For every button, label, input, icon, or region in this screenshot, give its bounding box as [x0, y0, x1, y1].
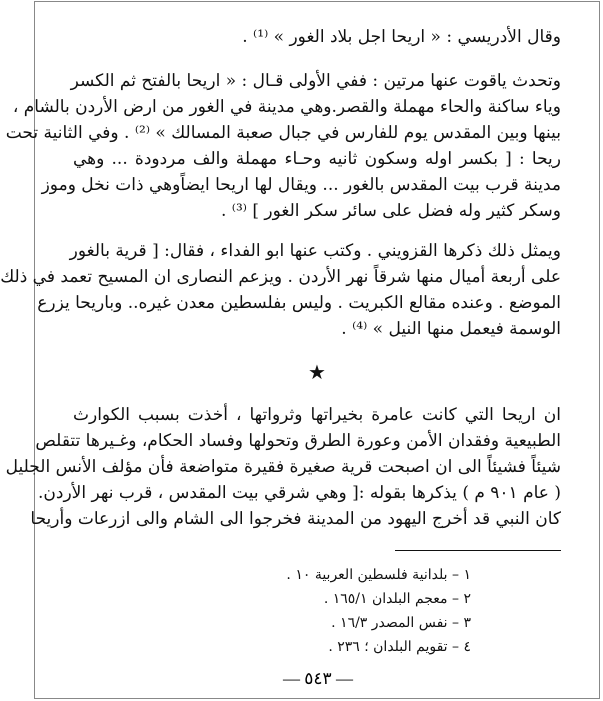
paragraph-yaqut — [5, 68, 561, 224]
text-line: وياء ساكنة والحاء مهملة والقصر.وهي مدينة في الغور من ارض الأردن بالشام ، — [12, 97, 561, 117]
footnote-item: ٢ – معجم البلدان ١٦٥/١ . — [323, 591, 471, 607]
text-line: ( عام ٩٠١ م ) يذكرها بقوله :[ وهي شرقي بيت المقدس ، قرب نهر الأردن. — [37, 483, 561, 503]
text-line: ان اريحا التي كانت عامرة بخيراتها وثرواتها ، أخذت بسبب الكوارث — [73, 405, 561, 425]
footnote-item: ٣ – نفس المصدر ١٦/٣ . — [331, 615, 471, 631]
text-line: وتحدث ياقوت عنها مرتين : ففي الأولى قـال : « اريحا بالفتح ثم الكسر — [70, 71, 561, 91]
text-line: الطبيعية وفقدان الأمن وعورة الطرق وتحولها وفساد الحكام، وغـيرها تتقلص — [35, 431, 561, 451]
text-line: الموضع . وعنده مقالع الكبريت . وليس بفلسطين معدن غيره.. وباريحا يزرع — [37, 293, 561, 313]
paragraph-idrisi — [73, 24, 561, 50]
text-line: وسكر كثير وله فضل على سائر سكر الغور ] ⁽³⁾ . — [220, 201, 561, 221]
text-line: الوسمة فيعمل منها النيل » ⁽⁴⁾ . — [341, 319, 561, 339]
paragraph-qazwini — [0, 238, 561, 342]
page-number: — ٥٤٣ — — [283, 669, 353, 688]
paragraph-decline — [5, 402, 561, 532]
text-line: بينها وبين المقدس يوم للفارس في جبال صعبة المسالك » ⁽²⁾ . وفي الثانية تحت — [5, 123, 561, 143]
text-line: كان النبي قد أخرج اليهود من المدينة فخرجوا الى الشام والى ازرعات وأريحا — [30, 509, 561, 529]
footnote-item: ٤ – تقويم البلدان ؛ ٢٣٦ . — [328, 639, 471, 655]
footnote-item: ١ – بلدانية فلسطين العربية ١٠ . — [286, 567, 471, 583]
section-star-divider: ★ — [308, 360, 326, 384]
document-page — [0, 24, 561, 659]
text-line: شيئاً فشيئاً الى ان اصبحت قرية صغيرة فقيرة متواضعة فأن مؤلف الأنس الجليل — [5, 457, 561, 477]
text-line: ويمثل ذلك ذكرها القزويني . وكتب عنها ابو الفداء ، فقال: [ قرية بالغور — [69, 241, 561, 261]
text-line: على أربعة أميال منها شرقاً نهر الأردن . ويزعم النصارى ان المسيح تعمد في ذلك — [0, 267, 561, 287]
footnote-separator — [395, 550, 561, 551]
footnotes — [73, 563, 561, 659]
text-line: مدينة قرب بيت المقدس بالغور ... ويقال لها اريحا ايضاًوهي ذات نخل وموز — [41, 175, 561, 195]
text-line: وقال الأدريسي : « اريحا اجل بلاد الغور » ⁽¹⁾ . — [242, 27, 561, 47]
text-line: ريحا : [ بكسر اوله وسكون ثانيه وحـاء مهملة والف مردودة ... وهي — [73, 149, 561, 169]
